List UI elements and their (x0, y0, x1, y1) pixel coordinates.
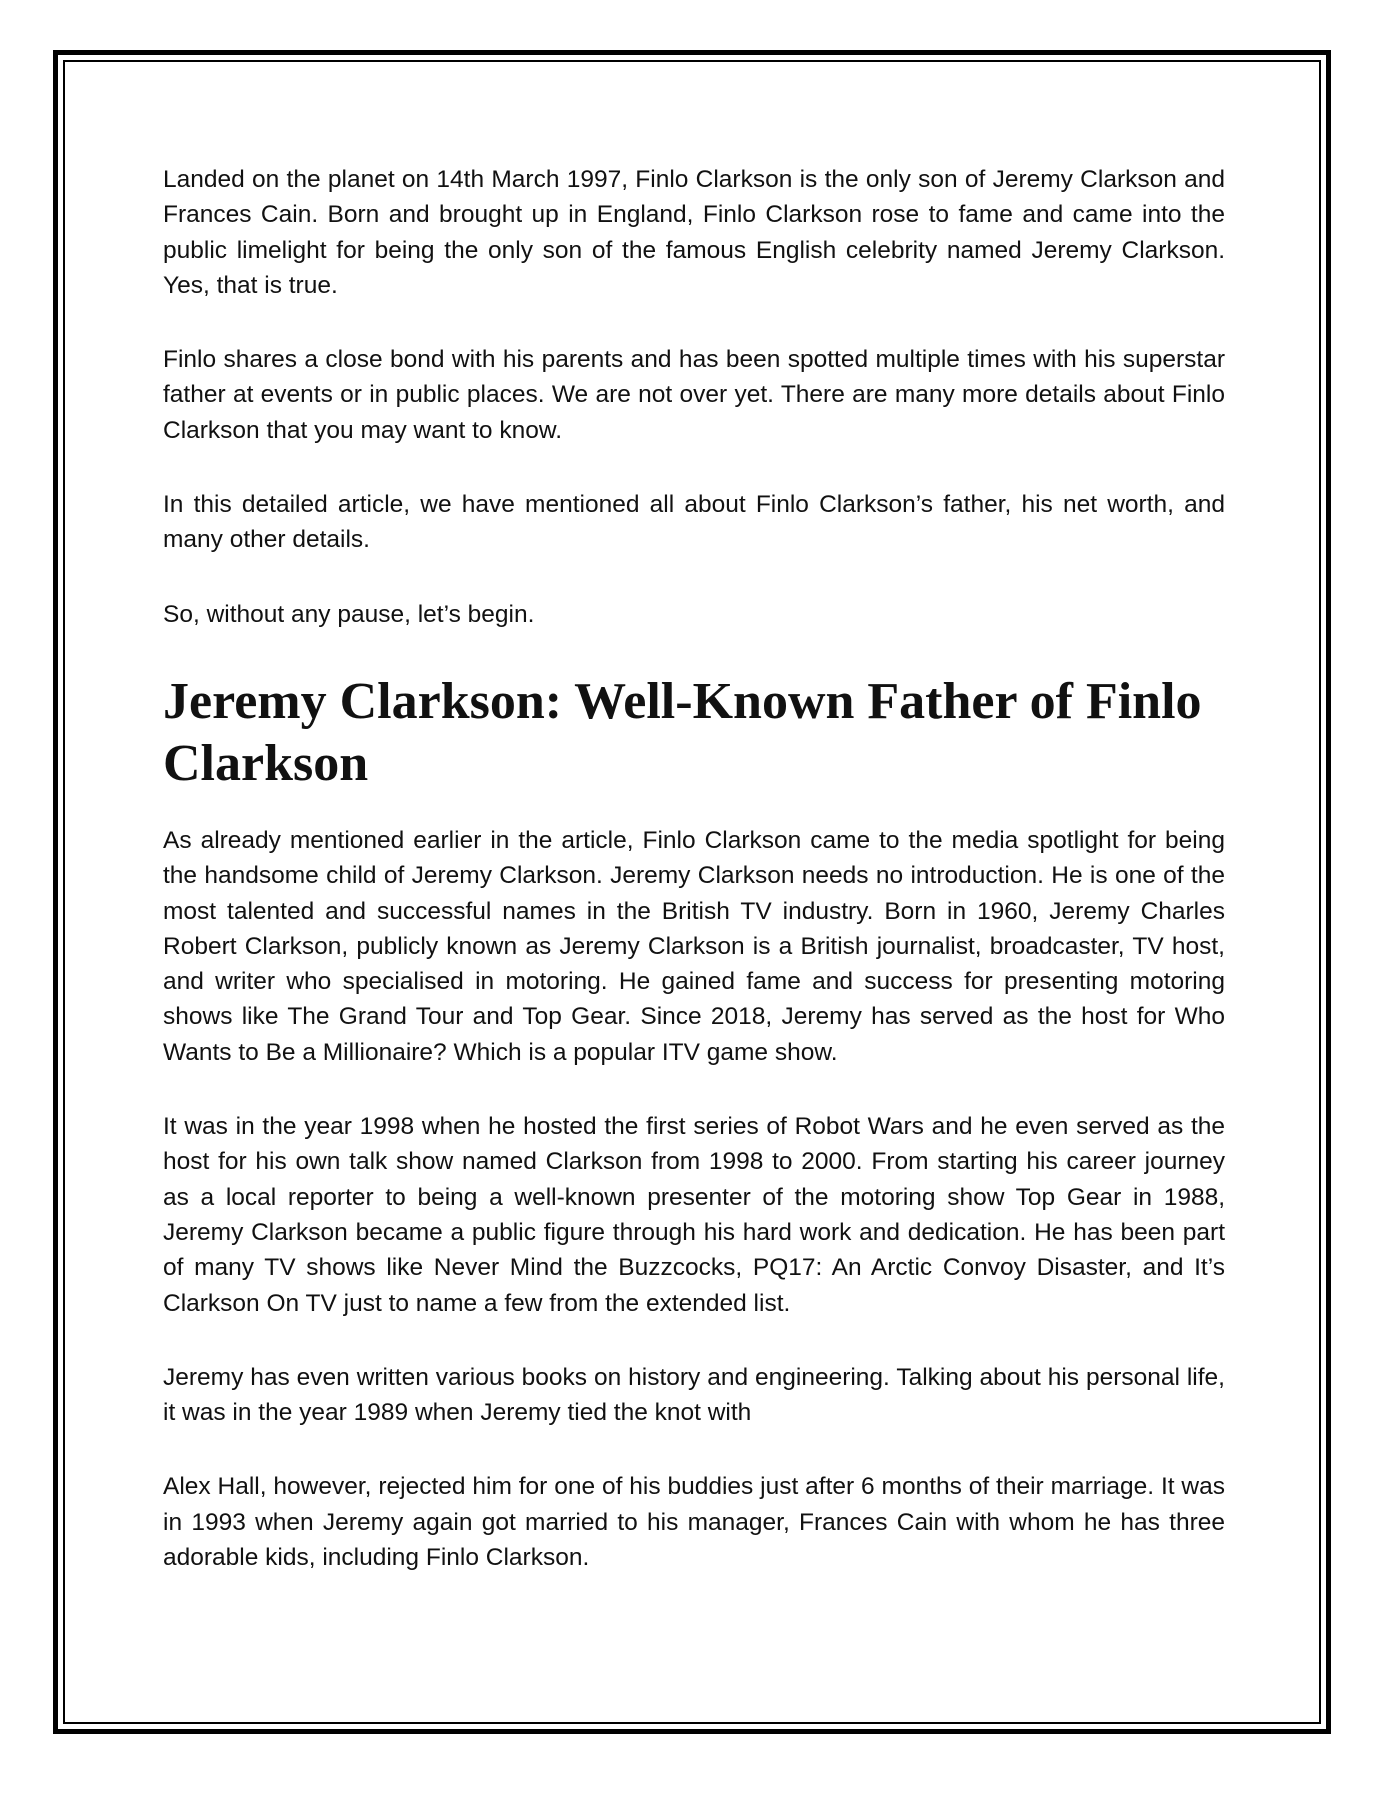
section-paragraph: It was in the year 1998 when he hosted the first series of Robot Wars and he even served as the host for his own talk show named Clarkson from 1998 to 2000. From starting his career journey as a local reporter to being a well-known presenter of the motoring show Top Gear in 1988, Jeremy Clarkson became a public figure through his hard work and dedication. He has been part of many TV shows like Never Mind the Buzzcocks, PQ17: An Arctic Convoy Disaster, and It’s Clarkson On TV just to name a few from the extended list. (163, 1113, 1225, 1317)
section-paragraph: As already mentioned earlier in the article, Finlo Clarkson came to the media spotlight for being the handsome child of Jeremy Clarkson. Jeremy Clarkson needs no introduction. He is one of the most talented and successful names in the British TV industry. Born in 1960, Jeremy Charles Robert Clarkson, publicly known as Jeremy Clarkson is a British journalist, broadcaster, TV host, and writer who specialised in motoring. He gained fame and success for presenting motoring shows like The Grand Tour and Top Gear. Since 2018, Jeremy has served as the host for Who Wants to Be a Millionaire? Which is a popular ITV game show. (163, 826, 1225, 1066)
intro-paragraph: So, without any pause, let’s begin. (163, 600, 535, 628)
section-paragraph: Jeremy has even written various books on history and engineering. Talking about his personal life, it was in the year 1989 when Jeremy tied the knot with (163, 1363, 1225, 1427)
article-body (163, 162, 1225, 1614)
intro-paragraph: In this detailed article, we have mentioned all about Finlo Clarkson’s father, his net worth, and many other details. (163, 491, 1225, 554)
section-heading: Jeremy Clarkson: Well-Known Father of Finlo Clarkson (163, 672, 1202, 792)
section-paragraph: Alex Hall, however, rejected him for one of his buddies just after 6 months of their marriage. It was in 1993 when Jeremy again got married to his manager, Frances Cain with whom he has three adorable kids, including Finlo Clarkson. (163, 1473, 1225, 1572)
intro-paragraph: Finlo shares a close bond with his parents and has been spotted multiple times with his superstar father at events or in public places. We are not over yet. There are many more details about Finlo Clarkson that you may want to know. (163, 346, 1225, 444)
intro-paragraph: Landed on the planet on 14th March 1997, Finlo Clarkson is the only son of Jeremy Clarkson and Frances Cain. Born and brought up in England, Finlo Clarkson rose to fame and came into the public limelight for being the only son of the famous English celebrity named Jeremy Clarkson. Yes, that is true. (163, 166, 1225, 299)
